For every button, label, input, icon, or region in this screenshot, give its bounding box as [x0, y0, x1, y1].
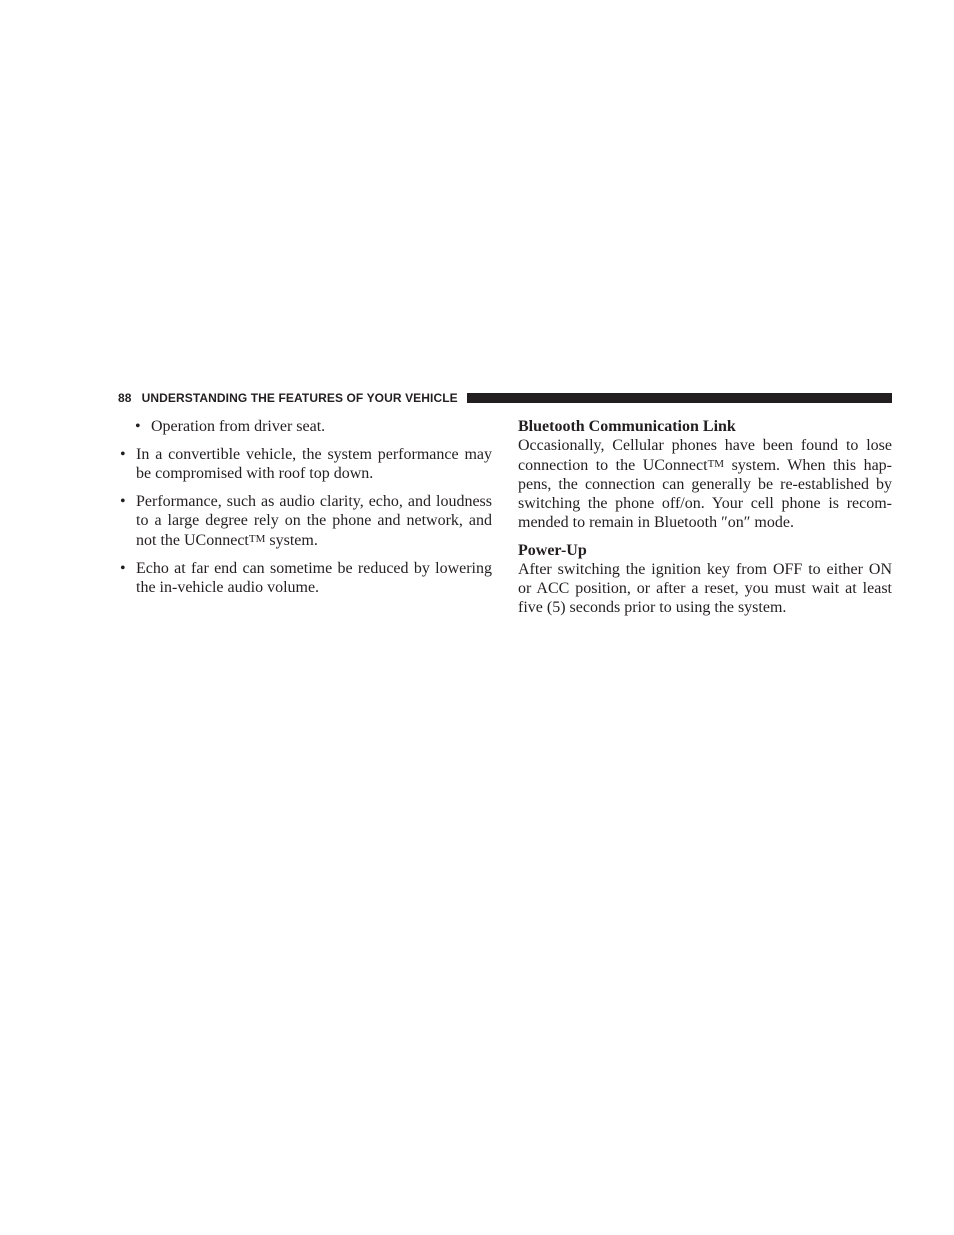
trademark-mark: TM: [707, 458, 725, 470]
bullet-list: [118, 417, 492, 597]
list-item: [118, 559, 492, 597]
bullet-icon: •: [135, 418, 141, 435]
list-item: [118, 492, 492, 550]
list-item-text: Operation from driver seat.: [151, 418, 326, 435]
heading-bluetooth-link: Bluetooth Communication Link: [518, 418, 736, 435]
section-title: UNDERSTANDING THE FEATURES OF YOUR VEHICLE: [141, 391, 458, 405]
list-item: [118, 417, 492, 436]
paragraph-power-up: After switching the ignition key from OFF to either ON or ACC position, or after a reset, you must wait at least five (5) seconds prior to using the system.: [518, 561, 892, 616]
list-item-text-end: system.: [265, 532, 318, 549]
bullet-icon: •: [120, 560, 126, 577]
list-item-text: Echo at far end can sometime be reduced by lowering the in-vehicle audio volume.: [136, 560, 492, 596]
page-number: 88: [118, 391, 132, 405]
heading-power-up: Power-Up: [518, 542, 587, 559]
bullet-icon: •: [120, 446, 126, 463]
list-item-text: In a convertible vehicle, the system performance may be compromised with roof top down.: [136, 446, 492, 482]
paragraph-bluetooth-link: [518, 436, 892, 532]
header-rule: [467, 393, 892, 403]
bullet-icon: •: [120, 493, 126, 510]
paragraph-text-end: system. When this hap-pens, the connection can generally be re-established by switching the phone off/on. Your cell phone is recom-mended to remain in Bluetooth ″on″ mode.: [518, 457, 893, 531]
paragraph-text: Occasionally, Cellular phones have been found to lose connection to the UConnect: [518, 437, 892, 474]
page-header: [118, 389, 892, 407]
list-item-text: Performance, such as audio clarity, echo, and loudness to a large degree rely on the phone and network, and not the UConnect: [136, 493, 492, 549]
list-item: [118, 445, 492, 483]
left-column: [118, 417, 492, 606]
right-column: [518, 417, 892, 626]
trademark-mark: TM: [248, 533, 266, 545]
